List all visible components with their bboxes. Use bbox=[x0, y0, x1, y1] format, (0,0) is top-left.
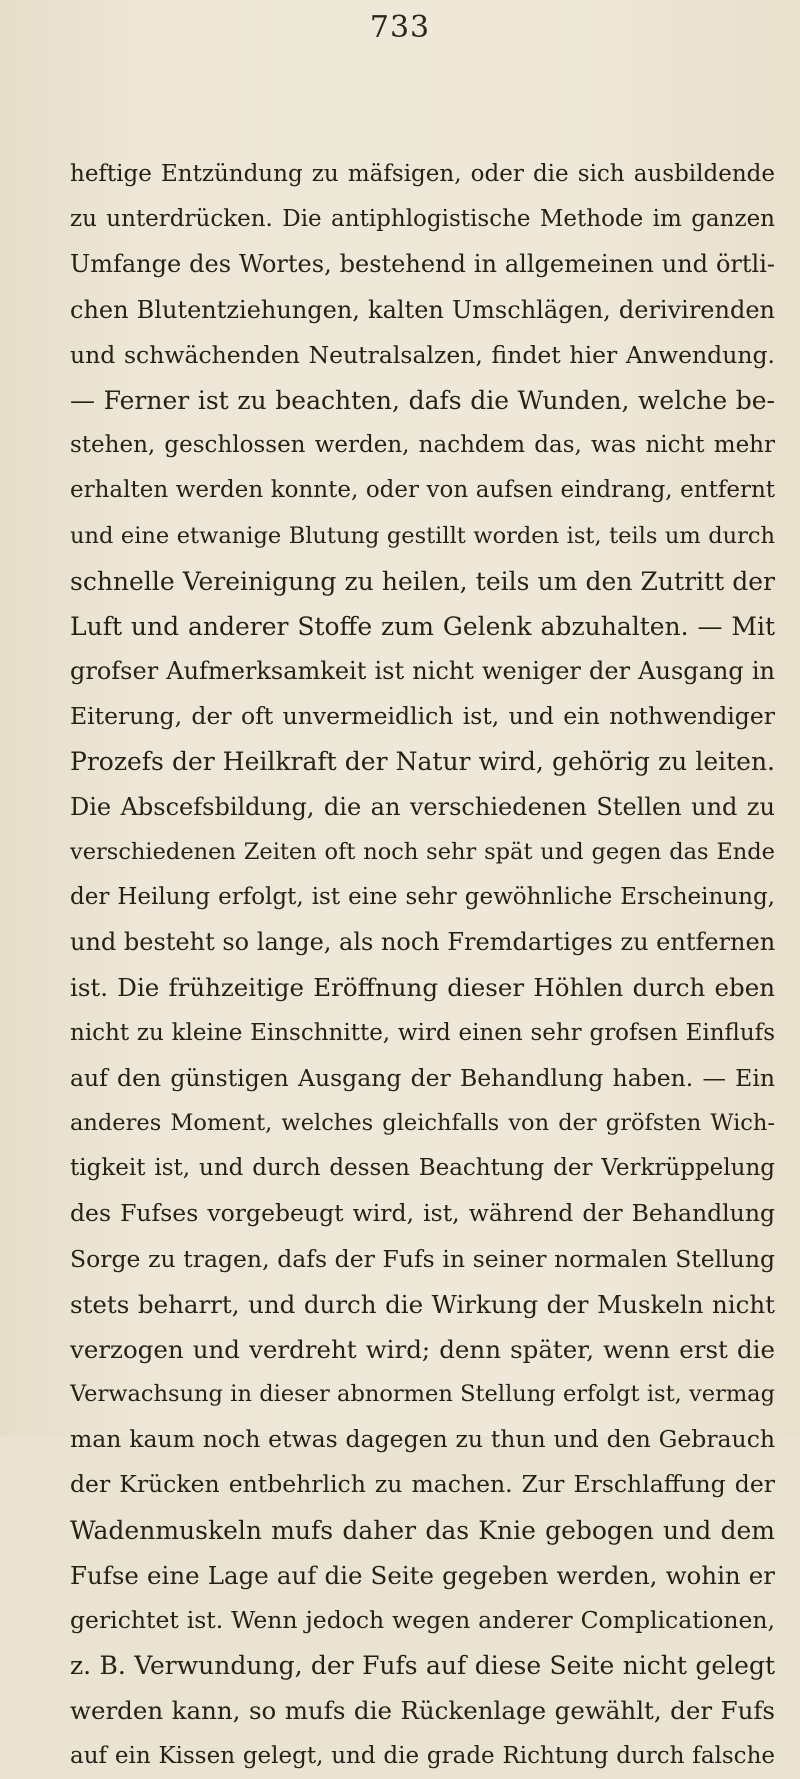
text-line: und eine etwanige Blutung gestillt worden ist, teils um durch bbox=[70, 522, 775, 549]
text-line: Verwachsung in dieser abnormen Stellung erfolgt ist, vermag bbox=[70, 1381, 775, 1408]
text-line: stehen, geschlossen werden, nachdem das, was nicht mehr bbox=[70, 432, 775, 459]
text-line: der Krücken entbehrlich zu machen. Zur Erschlaffung der bbox=[70, 1470, 775, 1499]
text-line: Umfange des Wortes, bestehend in allgemeinen und örtli- bbox=[70, 250, 775, 279]
text-line: grofser Aufmerksamkeit ist nicht weniger der Ausgang in bbox=[70, 657, 775, 686]
text-line: zu unterdrücken. Die antiphlogistische Methode im ganzen bbox=[70, 206, 775, 233]
text-line: auf ein Kissen gelegt, und die grade Richtung durch falsche bbox=[70, 1742, 775, 1769]
text-line: Wadenmuskeln mufs daher das Knie gebogen und dem bbox=[70, 1515, 775, 1545]
text-line: und besteht so lange, als noch Fremdartiges zu entfernen bbox=[70, 928, 775, 957]
text-line: verzogen und verdreht wird; denn später, wenn erst die bbox=[70, 1334, 775, 1364]
text-line: anderes Moment, welches gleichfalls von der gröfsten Wich- bbox=[70, 1109, 775, 1136]
text-line: auf den günstigen Ausgang der Behandlung haben. — Ein bbox=[70, 1063, 775, 1092]
text-line: Luft und anderer Stoffe zum Gelenk abzuhalten. — Mit bbox=[70, 611, 775, 641]
text-line: Sorge zu tragen, dafs der Fufs in seiner normalen Stellung bbox=[70, 1244, 775, 1273]
text-line: stets beharrt, und durch die Wirkung der Muskeln nicht bbox=[70, 1289, 775, 1319]
text-line: ist. Die frühzeitige Eröffnung dieser Höhlen durch eben bbox=[70, 973, 775, 1003]
text-line: verschiedenen Zeiten oft noch sehr spät und gegen das Ende bbox=[70, 838, 775, 865]
text-line: erhalten werden konnte, oder von aufsen eindrang, entfernt bbox=[70, 477, 775, 504]
text-line: Prozefs der Heilkraft der Natur wird, gehörig zu leiten. bbox=[70, 747, 775, 777]
text-line: man kaum noch etwas dagegen zu thun und den Gebrauch bbox=[70, 1425, 775, 1454]
text-line: werden kann, so mufs die Rückenlage gewählt, der Fufs bbox=[70, 1696, 775, 1726]
text-line: gerichtet ist. Wenn jedoch wegen anderer Complicationen, bbox=[70, 1606, 775, 1634]
text-line: Die Abscefsbildung, die an verschiedenen Stellen und zu bbox=[70, 792, 775, 821]
page-number: 733 bbox=[369, 10, 431, 45]
body-text bbox=[70, 152, 775, 1779]
text-line: chen Blutentziehungen, kalten Umschlägen, derivirenden bbox=[70, 295, 775, 324]
text-line: tigkeit ist, und durch dessen Beachtung der Verkrüppelung bbox=[70, 1155, 775, 1182]
text-line: — Ferner ist zu beachten, dafs die Wunden, welche be- bbox=[70, 385, 775, 415]
text-line: Eiterung, der oft unvermeidlich ist, und ein nothwendiger bbox=[70, 702, 775, 731]
text-line: und schwächenden Neutralsalzen, findet hier Anwendung. bbox=[70, 340, 775, 369]
text-line: heftige Entzündung zu mäfsigen, oder die sich ausbildende bbox=[70, 161, 775, 187]
text-line: Fufse eine Lage auf die Seite gegeben werden, wohin er bbox=[70, 1560, 775, 1590]
text-line: z. B. Verwundung, der Fufs auf diese Seite nicht gelegt bbox=[70, 1651, 775, 1681]
text-line: nicht zu kleine Einschnitte, wird einen sehr grofsen Einflufs bbox=[70, 1019, 775, 1046]
text-line: der Heilung erfolgt, ist eine sehr gewöhnliche Erscheinung, bbox=[70, 884, 775, 910]
text-line: schnelle Vereinigung zu heilen, teils um den Zutritt der bbox=[70, 566, 775, 596]
text-line: des Fufses vorgebeugt wird, ist, während der Behandlung bbox=[70, 1199, 775, 1228]
